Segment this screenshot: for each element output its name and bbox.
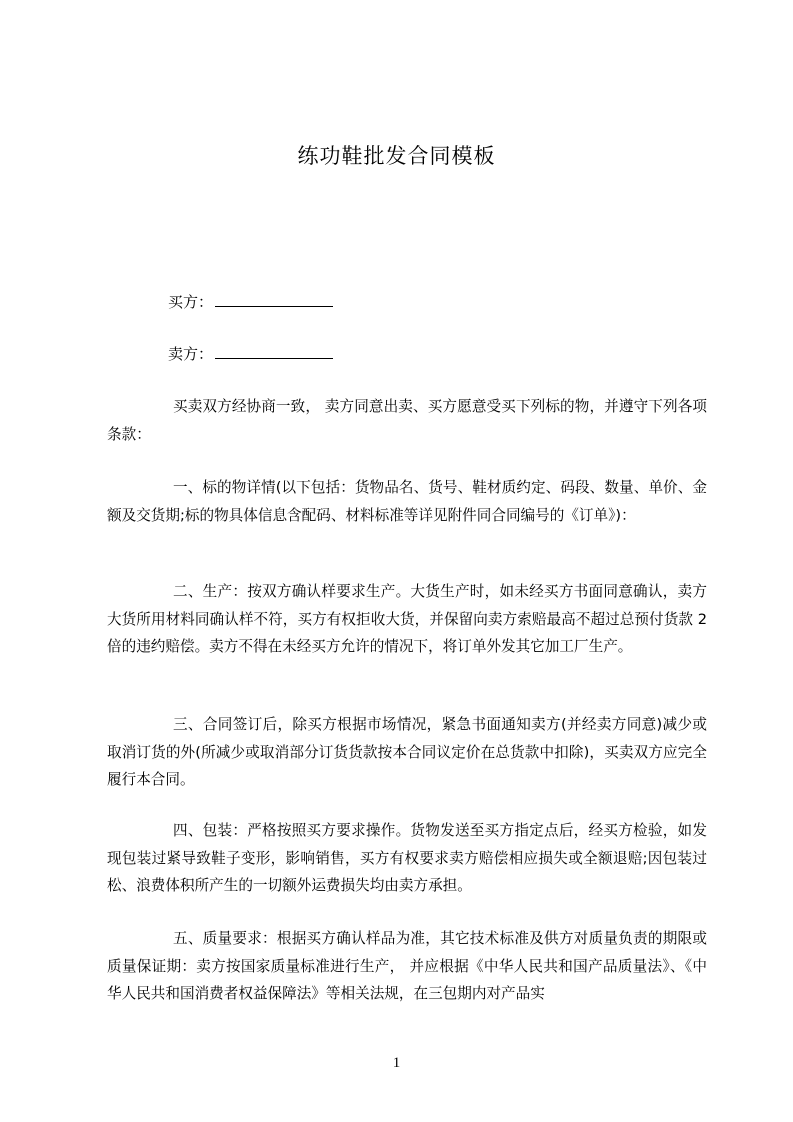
seller-blank-field [215, 343, 333, 359]
buyer-blank-field [215, 291, 333, 307]
buyer-label: 买方： [168, 293, 214, 311]
page-number: 1 [392, 1055, 401, 1071]
clause-3-paragraph: 三、合同签订后，除买方根据市场情况，紧急书面通知卖方(并经卖方同意)减少或取消订货的外(所减少或取消部分订货货款按本合同议定价在总货款中扣除)，买卖双方应完全履行本合同。 [107, 716, 707, 788]
clause-5-paragraph: 五、质量要求：根据买方确认样品为准，其它技术标准及供方对质量负责的期限或质量保证期：卖方按国家质量标准进行生产， 并应根据《中华人民共和国产品质量法》、《中华人民共和国消费者权益保障法》等相关法规，在三包期内对产品实 [107, 930, 707, 1002]
seller-label: 卖方： [168, 345, 214, 363]
clause-4-paragraph: 四、包装：严格按照买方要求操作。货物发送至买方指定点后，经买方检验，如发现包装过紧导致鞋子变形，影响销售，买方有权要求卖方赔偿相应损失或全额退赔;因包装过松、浪费体积所产生的一切额外运费损失均由卖方承担。 [107, 822, 707, 894]
clause-2-paragraph: 二、生产：按双方确认样要求生产。大货生产时，如未经买方书面同意确认，卖方大货所用材料同确认样不符，买方有权拒收大货，并保留向卖方索赔最高不超过总预付货款 2 倍的违约赔偿。卖方不得在未经买方允许的情况下，将订单外发其它加工厂生产。 [107, 583, 707, 655]
clause-1-paragraph: 一、标的物详情(以下包括：货物品名、货号、鞋材质约定、码段、数量、单价、金额及交货期;标的物具体信息含配码、材料标准等详见附件同合同编号的《订单》)： [107, 479, 707, 524]
buyer-line [168, 291, 333, 312]
seller-line [168, 343, 333, 364]
intro-paragraph: 买卖双方经协商一致， 卖方同意出卖、买方愿意受买下列标的物，并遵守下列各项条款： [107, 398, 707, 443]
document-title: 练功鞋批发合同模板 [297, 144, 496, 168]
